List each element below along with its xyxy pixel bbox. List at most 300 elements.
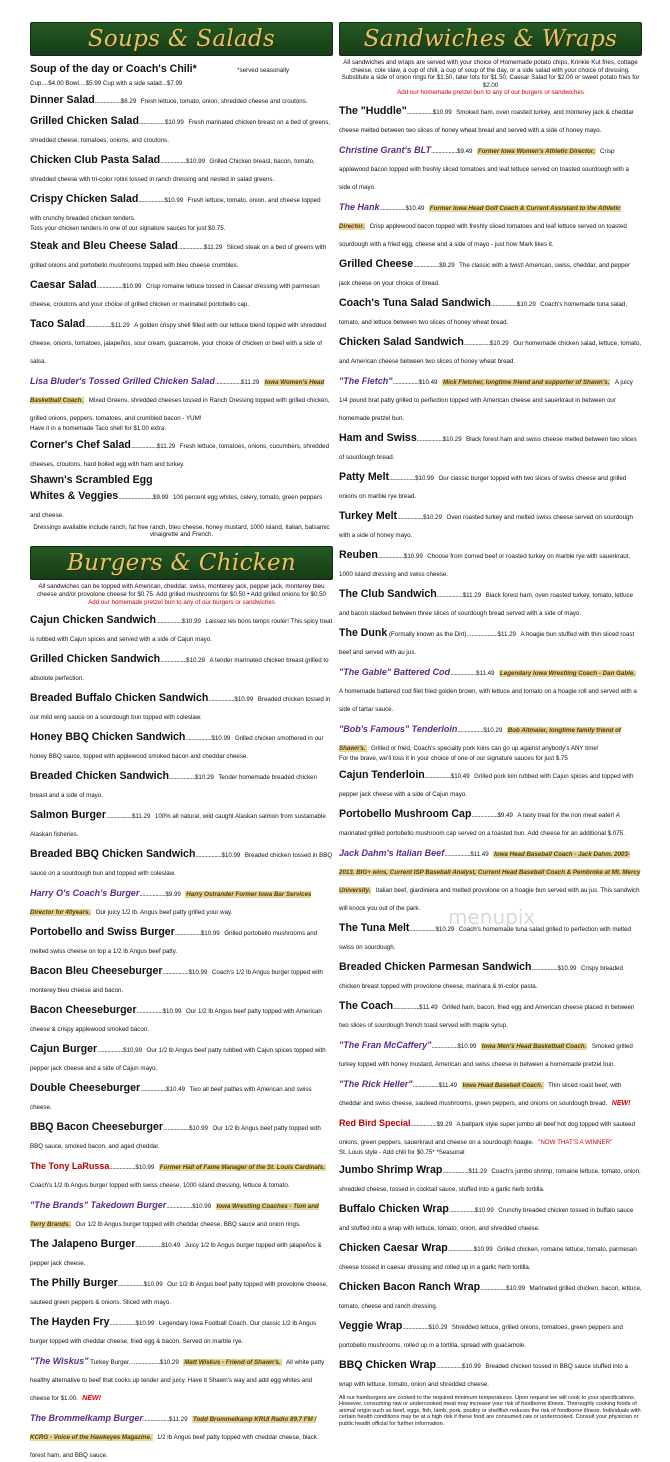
menu-item-name: Chicken Salad Sandwich: [339, 335, 464, 348]
menu-item: [30, 371, 333, 432]
leader-dots: ..................: [177, 243, 204, 251]
leader-dots: ..................: [214, 378, 241, 386]
menu-item-desc: Grilled ham, bacon, fried egg and American cheese placed in between two slices of sourdough french toast served with maple syrup.: [339, 1004, 635, 1030]
menu-item-desc: Crisp applewood bacon topped with freshly sliced tomatoes and leaf lettuce served on toasted sourdough with a fried egg, cheese and a side of mayo - just how Mark likes it.: [339, 222, 627, 248]
leader-dots: ..................: [471, 630, 498, 638]
menu-item: [339, 467, 642, 503]
leader-dots: ..................: [409, 926, 436, 934]
menu-item-desc: A hoagie bun stuffed with thin sliced roast beef and served with au jus.: [339, 630, 635, 656]
menu-item-name: Bacon Bleu Cheeseburger: [30, 965, 163, 978]
menu-item-header: [339, 371, 642, 425]
menu-item-name: Portobello and Swiss Burger: [30, 926, 175, 939]
menu-item-header: [30, 883, 333, 919]
menu-item-name: The Tuna Melt: [339, 922, 410, 935]
menu-item-price: $10.99: [506, 1284, 526, 1292]
menu-item-price: $10.99: [135, 1164, 155, 1172]
menu-item-desc: Thin sliced roast beef, with cheddar and swiss cheese, sauteed mushrooms, green peppers, and onions on sourdough bread.: [339, 1082, 622, 1108]
leader-dots: ..................: [416, 435, 443, 443]
leader-dots: ..................: [136, 1008, 163, 1016]
menu-item-tribute: Harry Ostrander Former Iowa Bar Services Director for 40years.: [30, 891, 312, 917]
menu-item-name: Cajun Chicken Sandwich: [30, 614, 156, 627]
menu-item-desc: Our juicy 1/2 lb. Angus beef patty grilled your way.: [95, 909, 233, 917]
menu-item-name: The Hank: [339, 201, 380, 212]
menu-item-name: The "Huddle": [339, 104, 407, 117]
menu-item-header: [339, 1316, 642, 1352]
menu-item-name: Double Cheeseburger: [30, 1082, 141, 1095]
menu-item-tribute: Iowa Head Baseball Coach - Jack Dahm. 2003-2013. BIG+ wins, Current ISP Baseball Analyst, Current Head Baseball Coach & Pembroke at Mt. Mercy University.: [339, 851, 641, 895]
menu-item-desc: Crispy breaded chicken breast topped with provolone cheese, marinara & tri-color pasta.: [339, 965, 623, 991]
menu-item-desc: Grilled Chicken breast, bacon, tomato, shredded cheese with tri-color rotini tossed in ranch dressing and nested in salad greens.: [30, 158, 315, 184]
menu-item-desc: Our 1/2 lb Angus beef patty rubbed with Cajun spices topped with pepper jack cheese and a side of Cajun mayo.: [30, 1047, 326, 1073]
menu-item: [30, 1195, 333, 1231]
menu-item: [339, 957, 642, 993]
menu-item-header: [30, 275, 333, 311]
menu-item-tribute: Todd Brommelkamp KRUI Radio 89.7 FM / KCRG - Voice of the Hawkeyes Magazine.: [30, 1416, 317, 1442]
menu-item-name: "The Rick Heller": [339, 1079, 413, 1090]
menu-item-header: [339, 1074, 642, 1110]
menu-item-header: [339, 140, 642, 194]
menu-item-name: Jumbo Shrimp Wrap: [339, 1163, 443, 1176]
menu-item-desc: A tender marinated chicken breast grilled to absolute perfection.: [30, 657, 329, 683]
leader-dots: ..................: [412, 1082, 439, 1090]
menu-item-tribute: Mick Fletcher, longtime friend and supporter of Shawn's.: [442, 378, 610, 386]
menu-item-header: [339, 996, 642, 1032]
menu-item-header: [30, 1078, 333, 1114]
menu-item-price: $10.99: [432, 108, 452, 116]
menu-item: [30, 275, 333, 311]
menu-item: [30, 1312, 333, 1348]
menu-item-name: Chicken Caesar Wrap: [339, 1241, 448, 1254]
menu-item-header: [339, 545, 642, 581]
left-column: [30, 22, 333, 1462]
menu-item-desc: Crisp romaine lettuce tossed in Caesar dressing with parmesan cheese, croutons and your choice of grilled chicken or marinated portobello cap.: [30, 282, 320, 308]
menu-item-header: [30, 1117, 333, 1153]
menu-item-price: $10.99: [461, 1362, 481, 1370]
menu-item-name: Chicken Bacon Ranch Wrap: [339, 1280, 481, 1293]
menu-item-desc: Grilled or fried, Coach's specialty pork loins can go up against anybody's ANY time!: [371, 744, 599, 752]
menu-item-desc: Choose from corned beef or roasted turkey on marble rye with sauerkraut, 1000 island dressing and swiss cheese.: [339, 552, 631, 578]
shawn-desc: 100 percent egg whites, celery, tomato, green peppers and cheese.: [30, 493, 323, 519]
leader-dots: ..................: [139, 891, 166, 899]
sandwiches-intro-text: All sandwiches and wraps are served with your choice of Homemade potato chips, Krinkle Kut fries, cottage cheese, cole slaw, a cup of chili, a cup of soup of the day, or a side salad with your choice of dressing. Substitute a side of onion rings for $1.50, tater tots for $1.50, Caesar Salad for $2.00 or sweet potato fries for $2.00: [341, 59, 640, 89]
menu-item-price: $10.29: [483, 726, 503, 734]
menu-item: [30, 1117, 333, 1153]
menu-item: [30, 189, 333, 232]
leader-dots: ..................: [480, 1284, 507, 1292]
leader-dots: ..................: [463, 339, 490, 347]
leader-dots: ..................: [138, 197, 165, 205]
menu-item-extra: Toss your chicken tenders in one of our signature sauces for just $0.75.: [30, 225, 226, 233]
menu-item-name: The Dunk: [339, 626, 388, 639]
menu-item-header: [30, 90, 333, 108]
menu-item: [339, 765, 642, 801]
menu-item-price: $10.29: [442, 435, 462, 443]
soup-prices: Cup....$4.00 Bowl....$5.99 Cup with a side salad...$7.99: [30, 80, 183, 87]
burgers-list: [30, 610, 333, 1462]
menu-item-price: $10.99: [188, 969, 208, 977]
menu-item-sub: Turkey Burger...: [88, 1359, 134, 1367]
menu-item-name: The Brommelkamp Burger: [30, 1413, 144, 1424]
menu-item: [339, 804, 642, 840]
menu-item-price: $10.29: [435, 926, 455, 934]
menu-item-price: $10.99: [415, 474, 434, 482]
leader-dots: ..................: [85, 321, 112, 329]
menu-item-desc: Smoked grilled turkey topped with honey mustard, American and swiss cheese in between a homemade pretzel bun.: [339, 1043, 633, 1069]
menu-item-price: $11.29: [497, 630, 516, 638]
footer-disclaimer: All our hamburgers are cooked to the required minimum temperatures. Upon request we will cook to your specifications. However, consuming raw or undercooked meat may increase your risk of foodborne illness. Thoroughly cooking foods of animal origin such as beef, eggs, fish, lamb, pork, poultry or shellfish reduces the risk of foodborne illness. Individuals with certain health conditions may be at a high risk if these food are consumed raw or undercooked. Consult your physician or public health official for further information.: [339, 1394, 641, 1427]
menu-item: [30, 844, 333, 880]
menu-item-price: $10.99: [557, 965, 577, 973]
menu-item: [30, 805, 333, 841]
menu-item: [30, 649, 333, 685]
menu-item-name: Caesar Salad: [30, 278, 97, 291]
menu-item-name: The Jalapeno Burger: [30, 1238, 136, 1251]
leader-dots: ..................: [435, 1362, 462, 1370]
leader-dots: ..................: [162, 969, 189, 977]
leader-dots: ..................: [138, 119, 165, 127]
menu-item-price: $10.99: [143, 1281, 163, 1289]
menu-item: [339, 719, 642, 762]
soup-of-day: [30, 59, 333, 87]
menu-item-price: $10.29: [423, 513, 443, 521]
menu-item-tribute: Matt Wiskus - Friend of Shawn's.: [184, 1359, 281, 1367]
menu-item-price: $9.99: [165, 891, 181, 899]
menu-item-price: $10.49: [166, 1086, 186, 1094]
leader-dots: ..................: [436, 591, 463, 599]
menu-item-price: $10.99: [162, 1008, 182, 1016]
menu-item-desc: Legendary Iowa Football Coach. Our classic 1/2 lb Angus burger topped with cheddar cheese, fried egg & bacon. Served on marble rye.: [30, 1320, 317, 1346]
menu-item: [339, 1277, 642, 1313]
menu-item-price: $10.99: [189, 1125, 208, 1133]
menu-item-header: [339, 1238, 642, 1274]
menu-item-desc: Sliced steak on a bed of greens with grilled onions and portobello mushrooms topped with bleu cheese crumbles.: [30, 243, 327, 269]
menu-item: [30, 435, 333, 471]
menu-item-desc: Two all beef patties with American and swiss cheese.: [30, 1086, 312, 1112]
menu-item-price: $11.29: [111, 321, 130, 329]
menu-item: [339, 623, 642, 659]
seasonal-note: *served seasonally: [237, 67, 290, 74]
menu-item: [339, 1113, 642, 1156]
dressings-note: Dressings available include ranch, fat free ranch, bleu cheese, honey mustard, 1000 island, Italian, balsamic vinaigrette and French.: [33, 523, 330, 539]
menu-item-quote: "NOW THAT'S A WINNER": [538, 1139, 613, 1147]
menu-item: [339, 662, 642, 716]
leader-dots: ..................: [155, 618, 182, 626]
menu-item-name: Portobello Mushroom Cap: [339, 808, 472, 821]
menu-item-name: BBQ Chicken Wrap: [339, 1358, 436, 1371]
menu-item-header: [339, 1113, 642, 1149]
menu-item-tribute: Former Iowa Women's Athletic Director.: [477, 147, 595, 155]
menu-item: [30, 688, 333, 724]
burgers-intro-text: All sandwiches can be topped with American, cheddar, swiss, monterey jack, pepper jack, monterey bleu cheese and/or provolone cheese for $0.75. Add grilled mushrooms for $0.50 • Add grilled onions for $0.50: [36, 583, 327, 599]
menu-item-name: "The Fran McCaffery": [339, 1040, 432, 1051]
leader-dots: ..................: [105, 813, 132, 821]
menu-item-price: $10.99: [186, 158, 206, 166]
soups-list: [30, 90, 333, 471]
menu-item-tribute: Iowa Men's Head Basketball Coach.: [481, 1043, 587, 1051]
menu-item-header: [339, 1355, 642, 1391]
menu-item-price: $9.29: [439, 261, 455, 269]
menu-item-desc: Our 1/2 lb Angus beef patty topped with provolone cheese, sauteed green peppers & onions. Sliced with mayo.: [30, 1281, 328, 1307]
leader-dots: ..................: [379, 204, 406, 212]
menu-item-desc: Black forest ham, oven roasted turkey, tomato, lettuce and bacon stacked between three slices of sourdough bread served with a side of mayo.: [339, 591, 634, 617]
menu-item-extra: Have it in a homemade Taco shell for $1.00 extra.: [30, 424, 167, 432]
menu-item-header: [30, 111, 333, 147]
menu-item: [30, 766, 333, 802]
menu-item-price: $10.99: [164, 119, 184, 127]
sandwiches-intro-red: Add our homemade pretzel bun to any of our burgers or sandwiches: [397, 89, 584, 97]
menu-item-header: [339, 1160, 642, 1196]
menu-item-desc: Mixed Greens, shredded cheeses tossed in Ranch Dressing topped with grilled chicken, grilled onions, peppers, tomatoes, and crumbled bacon - YUM!: [30, 396, 330, 422]
shawn-name-1: Shawn's Scrambled Egg: [30, 473, 153, 486]
menu-item: [339, 101, 642, 137]
menu-item-name: Breaded Chicken Sandwich: [30, 770, 169, 783]
menu-item: [339, 996, 642, 1032]
leader-dots: ..................: [135, 1242, 162, 1250]
menu-item-header: [339, 804, 642, 840]
menu-item-name: Crispy Chicken Salad: [30, 193, 139, 206]
menu-item-header: [30, 727, 333, 763]
menu-item-name: "The Gable" Battered Cod: [339, 666, 451, 677]
menu-item-name: Jack Dahm's Italian Beef: [339, 848, 445, 859]
new-badge: NEW!: [611, 1100, 631, 1108]
menu-item-header: [30, 1312, 333, 1348]
leader-dots: ..................: [140, 1086, 167, 1094]
menu-item: [339, 1035, 642, 1071]
leader-dots: ..................: [130, 442, 157, 450]
menu-item-name: Taco Salad: [30, 317, 86, 330]
menu-item-header: [339, 254, 642, 290]
menu-item-header: [339, 332, 642, 368]
leader-dots: ..................: [397, 513, 424, 521]
menu-item-header: [339, 584, 642, 620]
menu-item-name: Red Bird Special: [339, 1118, 411, 1129]
burgers-intro-red: Add our homemade pretzel bun to any of our burgers or sandwiches: [88, 598, 275, 606]
menu-item: [30, 883, 333, 919]
leader-dots: ..................: [392, 378, 419, 386]
right-column: [339, 22, 642, 1428]
menu-item: [339, 428, 642, 464]
leader-dots: ..................: [94, 98, 121, 106]
menu-item: [30, 236, 333, 272]
menu-item-price: $10.29: [186, 657, 206, 665]
menu-item-name: Honey BBQ Chicken Sandwich: [30, 731, 186, 744]
menu-item-header: [339, 957, 642, 993]
menu-item: [339, 545, 642, 581]
menu-item-name: "The Fletch": [339, 375, 393, 386]
menu-item-desc: Breaded chicken tossed in BBQ sauce stuffed into a wrap with lettuce, tomato, onion and shredded cheese.: [339, 1362, 628, 1388]
menu-item-desc: Our 1/2 lb Angus beef patty topped with BBQ sauce, smoked bacon, and aged cheddar.: [30, 1125, 321, 1151]
menu-item-price: $11.29: [131, 813, 151, 821]
menu-item-price: $11.29: [156, 442, 176, 450]
menu-item-price: $11.49: [419, 1004, 438, 1012]
menu-item-name: Grilled Cheese: [339, 257, 414, 270]
menu-item: [30, 922, 333, 958]
menu-item: [30, 1156, 333, 1192]
menu-item: [30, 727, 333, 763]
shawn-egg-item: Shawn's Scrambled Egg Whites & Veggies........................$9.99 100 percent egg whites, celery, tomato, green peppers and cheese. Dressings available include ranch, fat free ranch, bleu cheese, honey mustard, 1000 island, Italian, balsamic vinaigrette and French.: [30, 474, 333, 539]
soup-name: Soup of the day or Coach's Chili: [30, 63, 193, 75]
menu-item-header: [30, 189, 333, 225]
leader-dots: ..................: [406, 108, 433, 116]
menu-item-name: BBQ Bacon Cheeseburger: [30, 1121, 164, 1134]
menu-item-name: The Coach: [339, 1000, 394, 1013]
menu-item-price: $10.29: [194, 774, 214, 782]
menu-item-desc: 1/2 lb Angus beef patty topped with cheddar cheese, black forest ham, and BBQ sauce.: [30, 1434, 317, 1460]
menu-item-desc: Grilled chicken smothered in our honey BBQ sauce, topped with applewood smoked bacon and cheddar cheese.: [30, 735, 324, 761]
menu-item-header: [30, 1273, 333, 1309]
menu-item-name: Christine Grant's BLT: [339, 144, 431, 155]
menu-item-price: $11.29: [468, 1167, 487, 1175]
menu-item-header: [30, 1156, 333, 1192]
menu-item-desc: Juicy 1/2 lb Angus burger topped with jalapeños & pepper jack cheese.: [30, 1242, 322, 1268]
menu-item-name: Breaded BBQ Chicken Sandwich: [30, 848, 196, 861]
menu-item-tribute: Iowa Women's Head Basketball Coach.: [30, 378, 325, 404]
leader-dots: ..................: [160, 657, 187, 665]
menu-item-price: $11.49: [438, 1082, 458, 1090]
leader-dots: ..................: [109, 1164, 136, 1172]
menu-item-desc: Crisp applewood bacon topped with freshly sliced tomatoes and leaf lettuce served on toasted sourdough with a side of mayo.: [339, 147, 629, 191]
menu-item-header: [30, 1234, 333, 1270]
sandwiches-intro: [339, 59, 642, 97]
menu-item-price: $10.99: [135, 1320, 155, 1328]
menu-item-price: $11.29: [169, 1416, 188, 1424]
menu-item-price: $11.29: [240, 378, 260, 386]
new-badge: NEW!: [82, 1395, 101, 1403]
menu-item-name: Cajun Burger: [30, 1043, 98, 1056]
menu-item-name: Grilled Chicken Salad: [30, 115, 139, 128]
menu-item-header: [339, 428, 642, 464]
menu-item-header: [339, 765, 642, 801]
leader-dots: ..................: [185, 735, 212, 743]
leader-dots: ..................: [448, 1206, 475, 1214]
leader-dots: ..................: [160, 158, 187, 166]
menu-item-price: $10.99: [457, 1043, 477, 1051]
sandwiches-banner: Sandwiches & Wraps: [339, 22, 642, 56]
menu-item-price: $10.99: [234, 696, 254, 704]
menu-item-header: [30, 236, 333, 272]
leader-dots: ..................: [531, 965, 558, 973]
menu-item-name: The Club Sandwich: [339, 587, 437, 600]
menu-item-header: [30, 1195, 333, 1231]
leader-dots: ..................: [133, 1359, 160, 1367]
menu-item-name: Reuben: [339, 548, 378, 561]
menu-item-name: Corner's Chef Salad: [30, 438, 131, 451]
menu-item-desc: Marinated grilled chicken, bacon, lettuce, tomato, cheese and ranch dressing.: [339, 1284, 642, 1310]
menu-item-desc: Breaded chicken tossed in BBQ sauce on a sourdough bun and topped with coleslaw.: [30, 852, 333, 878]
menu-item: [30, 111, 333, 147]
menu-item-header: [30, 805, 333, 841]
menu-item-name: Breaded Chicken Parmesan Sandwich: [339, 961, 532, 974]
menu-item-header: [30, 610, 333, 646]
leader-dots: ..................: [457, 726, 484, 734]
menu-item-header: [30, 688, 333, 724]
menu-item-tribute: Former Iowa Head Golf Coach & Current Assistant to the Athletic Director.: [339, 204, 621, 230]
menu-item-desc: Fresh lettuce, tomatoes, onions, cucumbers, shredded cheeses, croutons, hard boiled egg with ham and turkey.: [30, 442, 330, 468]
menu-item-desc: Our 1/2 lb Angus beef patty topped with American cheese & crispy applewood smoked bacon.: [30, 1008, 322, 1034]
leader-dots: ..................: [471, 812, 498, 820]
menu-item-header: [339, 719, 642, 755]
leader-dots: ..................: [174, 930, 201, 938]
leader-dots: ..................: [444, 851, 471, 859]
menu-item-desc: 100% all natural, wild caught Alaskan salmon from sustainable Alaskan fisheries.: [30, 813, 326, 839]
menu-item-name: The Philly Burger: [30, 1277, 118, 1290]
menu-item-name: Dinner Salad: [30, 94, 95, 107]
menu-item-tribute: Legendary Iowa Wrestling Coach - Dan Gable.: [500, 669, 636, 677]
leader-dots: ..................: [402, 1323, 429, 1331]
leader-dots: ..................: [424, 773, 451, 781]
soup-star: *: [192, 63, 197, 75]
menu-item-desc: Grilled pork loin rubbed with Cajun spices and topped with pepper jack cheese with a side of Cajun mayo.: [339, 773, 634, 799]
menu-item: [339, 1074, 642, 1110]
leader-dots: ..................: [389, 474, 416, 482]
menu-item-price: $10.99: [164, 197, 184, 205]
menu-item: [30, 314, 333, 368]
leader-dots: ..................: [96, 282, 123, 290]
menu-item-header: [30, 766, 333, 802]
watermark: menupix: [448, 905, 536, 929]
menu-item-header: [339, 197, 642, 251]
menu-item-header: [30, 844, 333, 880]
menu-item-header: [339, 101, 642, 137]
menu-item-price: $9.49: [457, 147, 473, 155]
menu-item-name: Breaded Buffalo Chicken Sandwich: [30, 692, 209, 705]
menu-item-tribute: Iowa Wrestling Coaches - Tom and Terry Brands.: [30, 1203, 319, 1229]
leader-dots: ..................: [117, 1281, 144, 1289]
menu-item-name: Bacon Cheeseburger: [30, 1004, 137, 1017]
menu-item: [30, 1273, 333, 1309]
menu-item-desc: All white patty healthy alternative to beef that cooks up tender and juicy. Have it Shawn's way and add egg whites and cheese for $1.00.: [30, 1359, 325, 1403]
menu-item-price: $10.99: [182, 618, 201, 626]
menu-item-desc: Grilled chicken, romaine lettuce, tomato, parmesan cheese tossed in caesar dressing and rolled up in a garlic herb tortilla.: [339, 1245, 637, 1271]
menu-item: [30, 90, 333, 108]
menu-item-desc: Our homemade chicken salad, lettuce, tomato, and American cheese between two slices of honey wheat bread.: [339, 339, 642, 365]
menu-item-header: [339, 662, 642, 716]
menu-item-header: [339, 623, 642, 659]
menu-item: [30, 1234, 333, 1270]
menu-item-header: [339, 467, 642, 503]
menu-item-desc: The classic with a twist! American, swiss, cheddar, and pepper jack cheese on your choice of bread.: [339, 261, 631, 287]
menu-item-header: [339, 293, 642, 329]
menu-item: [339, 293, 642, 329]
menu-item-name: Salmon Burger: [30, 809, 106, 822]
menu-item-desc: Fresh lettuce, tomato, onion, and cheese topped with crunchy breaded chicken tenders.: [30, 197, 321, 223]
menu-item-header: [30, 371, 333, 425]
menu-item-name: Harry O's Coach's Burger: [30, 888, 140, 899]
menu-item-extra: For the brave, we'll toss it in your choice of one of our signature sauces for just $.75: [339, 754, 568, 762]
menu-item-desc: Shredded lettuce, grilled onions, tomatoes, green peppers and portobello mushrooms, rolled up in a tortilla, spread with guacamole.: [339, 1323, 623, 1349]
leader-dots: ..................: [168, 774, 195, 782]
leader-dots: ..................: [166, 1203, 193, 1211]
leader-dots: ..................: [109, 1320, 136, 1328]
menu-item-price: $10.99: [122, 282, 142, 290]
menu-item-price: $10.49: [161, 1242, 181, 1250]
soups-banner: Soups & Salads: [30, 22, 333, 56]
menu-item: [30, 610, 333, 646]
menu-item-name: Coach's Tuna Salad Sandwich: [339, 296, 491, 309]
menu-item-price: $10.99: [473, 1245, 493, 1253]
menu-item-price: $10.29: [489, 339, 509, 347]
menu-item: [339, 584, 642, 620]
menu-item-header: [30, 1039, 333, 1075]
leader-dots: ..................: [143, 1416, 170, 1424]
sandwiches-list: [339, 101, 642, 1391]
menu-item-desc: A juicy 1/4 pound brat patty grilled to perfection topped with American cheese and sauerkraut in between our homemade pretzel bun.: [339, 378, 633, 422]
menu-item-desc: Grilled portobello mushrooms and melted swiss cheese on top a 1/2 lb Angus beef patty.: [30, 930, 318, 956]
menu-item-price: $11.49: [470, 851, 489, 859]
menu-item-price: $10.99: [211, 735, 231, 743]
leader-dots: ..................: [208, 696, 235, 704]
menu-item: [30, 1408, 333, 1462]
